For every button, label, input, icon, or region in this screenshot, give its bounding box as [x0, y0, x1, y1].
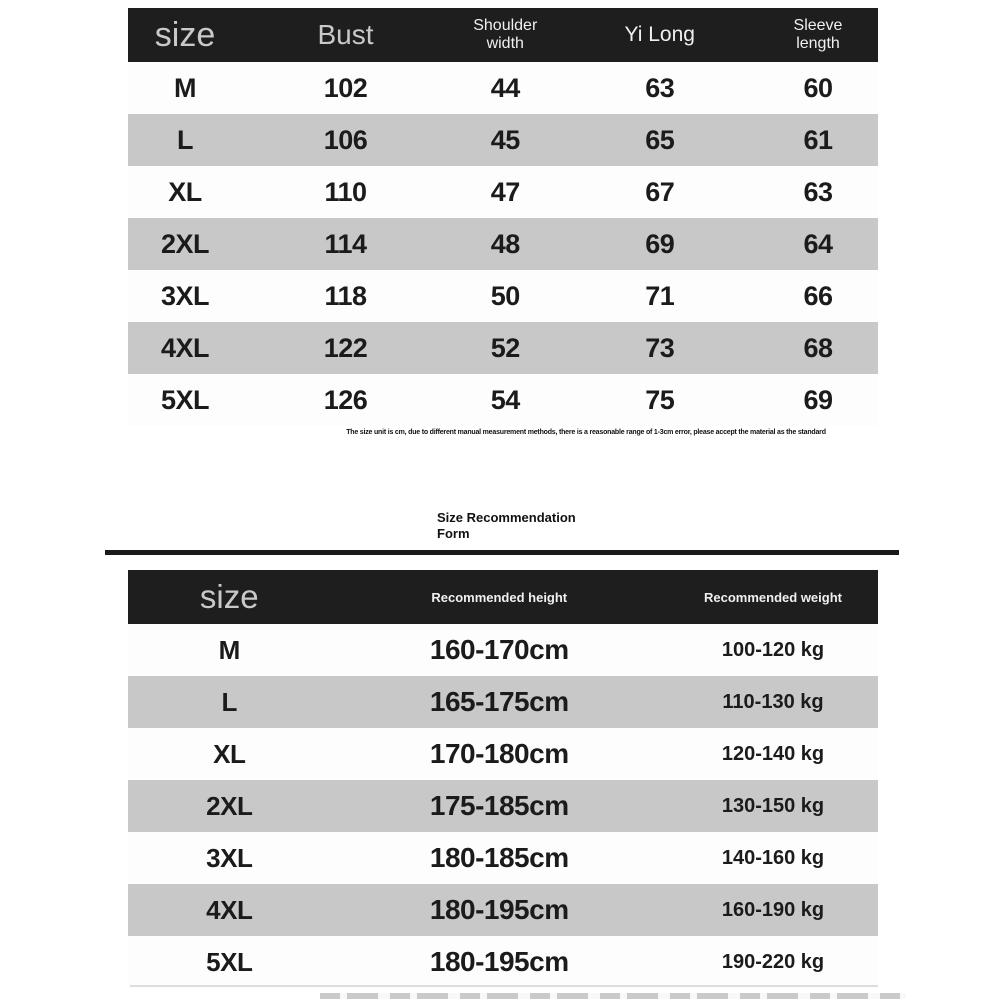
size-label: 4XL [160, 332, 210, 363]
column-header-recommended-weight: Recommended weight [704, 589, 842, 605]
size-label: L [177, 124, 193, 155]
recommended-weight-value: 130-150 kg [721, 794, 825, 817]
size-label: XL [213, 738, 246, 769]
measurement-row [128, 62, 878, 114]
recommended-weight-value: 140-160 kg [721, 846, 825, 869]
size-label: 5XL [206, 946, 253, 977]
yi-long-value: 73 [645, 332, 675, 363]
recommendation-row [128, 780, 878, 832]
measurement-row [128, 218, 878, 270]
recommendation-form-title-line2: Form [437, 525, 470, 541]
measurement-row [128, 374, 878, 426]
sleeve-length-value: 61 [803, 124, 833, 155]
size-label: XL [168, 176, 202, 207]
measurement-note: The size unit is cm, due to different manual measurement methods, there is a reasonable range of 1-3cm error, please accept the material as the standard [346, 429, 826, 436]
bust-value: 114 [324, 228, 367, 259]
yi-long-value: 65 [645, 124, 675, 155]
recommendation-row [128, 676, 878, 728]
size-label: M [174, 72, 196, 103]
cutoff-text-fragments [320, 993, 906, 999]
shoulder-width-value: 48 [490, 228, 520, 259]
size-label: M [218, 634, 240, 665]
column-header-size: size [199, 578, 259, 615]
recommendation-row [128, 728, 878, 780]
measurement-row [128, 322, 878, 374]
sleeve-length-value: 66 [803, 280, 833, 311]
recommendation-row [128, 832, 878, 884]
recommendation-form-title [437, 510, 576, 541]
recommended-weight-value: 110-130 kg [722, 690, 824, 713]
shoulder-width-value: 50 [490, 280, 520, 311]
size-label: 2XL [160, 228, 210, 259]
bottom-rule [130, 985, 878, 987]
measurement-row [128, 114, 878, 166]
column-header-recommended-height: Recommended height [431, 589, 568, 605]
recommendation-row [128, 624, 878, 676]
recommended-height-value: 180-185cm [429, 842, 569, 873]
recommended-weight-value: 120-140 kg [721, 742, 825, 765]
shoulder-width-value: 45 [490, 124, 520, 155]
measurement-row [128, 270, 878, 322]
measurement-table [128, 8, 878, 426]
size-label: 2XL [206, 790, 253, 821]
size-label: 5XL [160, 384, 210, 415]
shoulder-width-value: 54 [490, 384, 520, 415]
recommended-height-value: 165-175cm [429, 686, 569, 717]
recommended-height-value: 175-185cm [429, 790, 569, 821]
column-header-sleeve-length: Sleeve length [793, 16, 843, 52]
recommended-height-value: 170-180cm [429, 738, 569, 769]
sleeve-length-value: 60 [803, 72, 833, 103]
size-label: 3XL [160, 280, 210, 311]
sleeve-length-value: 63 [803, 176, 833, 207]
size-label: 4XL [206, 894, 253, 925]
bust-value: 122 [323, 332, 368, 363]
yi-long-value: 63 [645, 72, 675, 103]
bust-value: 110 [324, 176, 367, 207]
measurement-table-header-row [128, 8, 878, 62]
recommendation-table [128, 570, 878, 988]
bust-value: 126 [323, 384, 368, 415]
size-label: 3XL [206, 842, 253, 873]
sleeve-length-value: 69 [803, 384, 833, 415]
recommended-height-value: 180-195cm [429, 946, 569, 977]
shoulder-width-value: 47 [490, 176, 520, 207]
column-header-shoulder-width: Shoulder width [473, 16, 538, 52]
column-header-size: size [154, 15, 216, 54]
section-divider-rule [105, 550, 899, 555]
yi-long-value: 71 [645, 280, 675, 311]
recommended-weight-value: 160-190 kg [721, 898, 825, 921]
shoulder-width-value: 52 [490, 332, 520, 363]
bust-value: 106 [323, 124, 368, 155]
sleeve-length-value: 68 [803, 332, 833, 363]
recommendation-form-title-line1: Size Recommendation [437, 510, 576, 525]
measurement-row [128, 166, 878, 218]
recommended-height-value: 180-195cm [429, 894, 569, 925]
recommended-weight-value: 100-120 kg [721, 638, 825, 661]
shoulder-width-value: 44 [490, 72, 520, 103]
recommended-weight-value: 190-220 kg [721, 950, 825, 973]
recommendation-table-header-row [128, 570, 878, 624]
bust-value: 118 [324, 280, 367, 311]
recommended-height-value: 160-170cm [429, 634, 569, 665]
bust-value: 102 [323, 72, 368, 103]
column-header-bust: Bust [317, 19, 374, 50]
recommendation-row [128, 936, 878, 988]
yi-long-value: 67 [645, 176, 675, 207]
column-header-yi-long: Yi Long [624, 23, 695, 46]
yi-long-value: 75 [645, 384, 675, 415]
yi-long-value: 69 [645, 228, 675, 259]
size-label: L [221, 686, 237, 717]
sleeve-length-value: 64 [803, 228, 833, 259]
recommendation-row [128, 884, 878, 936]
